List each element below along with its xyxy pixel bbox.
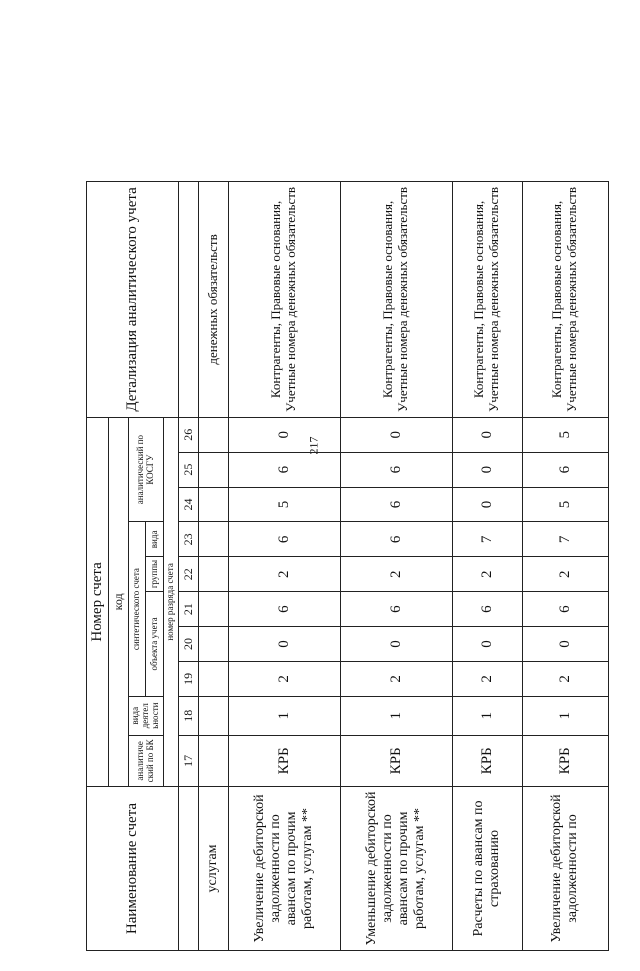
row-value: 2 bbox=[452, 661, 522, 696]
row-value: 1 bbox=[452, 696, 522, 735]
row-value: 2 bbox=[522, 557, 608, 592]
row-value: 2 bbox=[340, 661, 452, 696]
row-value: КРБ bbox=[340, 735, 452, 786]
row-value: КРБ bbox=[228, 735, 340, 786]
row-value: 0 bbox=[452, 417, 522, 452]
row-value: 0 bbox=[228, 417, 340, 452]
header-row-1 bbox=[87, 182, 109, 951]
row-value: 0 bbox=[340, 417, 452, 452]
row-value: 7 bbox=[452, 522, 522, 557]
row-value: 0 bbox=[452, 487, 522, 522]
row-value: 2 bbox=[228, 557, 340, 592]
row-value: 2 bbox=[228, 661, 340, 696]
continuation-name: услугам bbox=[198, 786, 228, 950]
row-value: 2 bbox=[340, 557, 452, 592]
row-value: 1 bbox=[340, 696, 452, 735]
row-value: 6 bbox=[340, 452, 452, 487]
row-value: 1 bbox=[228, 696, 340, 735]
header-analytic-bk: аналитиче ский по БК bbox=[129, 735, 164, 786]
header-kind: вида bbox=[146, 522, 163, 557]
header-account-number: Номер счета bbox=[87, 417, 109, 786]
digit-cell: 19 bbox=[178, 661, 198, 696]
header-detail: Детализация аналитического учета bbox=[87, 182, 179, 418]
header-digit-number: номер разряда счета bbox=[163, 417, 178, 786]
row-value: 6 bbox=[522, 452, 608, 487]
digit-cell: 22 bbox=[178, 557, 198, 592]
row-value: 5 bbox=[522, 417, 608, 452]
header-object: объекта учета bbox=[146, 592, 163, 697]
row-value: КРБ bbox=[452, 735, 522, 786]
digit-cell: 21 bbox=[178, 592, 198, 627]
header-group: группы bbox=[146, 557, 163, 592]
row-value: 6 bbox=[452, 592, 522, 627]
digit-cell: 17 bbox=[178, 735, 198, 786]
rotated-sheet bbox=[70, 66, 640, 971]
row-value: 2 bbox=[452, 557, 522, 592]
table-row bbox=[522, 182, 608, 951]
row-value: 0 bbox=[452, 452, 522, 487]
digits-empty-name bbox=[178, 786, 198, 950]
row-name: Расчеты по авансам по страхованию bbox=[452, 786, 522, 950]
table-row bbox=[340, 182, 452, 951]
row-detail: Контрагенты, Правовые основания, Учетные номера денежных обязательств bbox=[452, 182, 522, 418]
digit-cell: 25 bbox=[178, 452, 198, 487]
row-value: 0 bbox=[522, 627, 608, 662]
row-value: 2 bbox=[522, 661, 608, 696]
header-code: код bbox=[109, 417, 129, 786]
digits-empty-detail bbox=[178, 182, 198, 418]
row-value: 0 bbox=[228, 627, 340, 662]
row-detail: Контрагенты, Правовые основания, Учетные номера денежных обязательств bbox=[340, 182, 452, 418]
row-value: 0 bbox=[340, 627, 452, 662]
digit-cell: 24 bbox=[178, 487, 198, 522]
row-name: Увеличение дебиторской задолженности по авансам по прочим работам, услугам ** bbox=[228, 786, 340, 950]
digit-cell: 18 bbox=[178, 696, 198, 735]
digits-row bbox=[178, 182, 198, 951]
continuation-detail: денежных обязательств bbox=[198, 182, 228, 418]
row-value: 5 bbox=[228, 487, 340, 522]
digit-cell: 20 bbox=[178, 627, 198, 662]
row-value: 6 bbox=[340, 592, 452, 627]
row-value: 6 bbox=[340, 487, 452, 522]
header-synthetic: синтетического счета bbox=[129, 522, 146, 696]
row-name: Увеличение дебиторской задолженности по bbox=[522, 786, 608, 950]
row-value: КРБ bbox=[522, 735, 608, 786]
row-value: 6 bbox=[522, 592, 608, 627]
continuation-row bbox=[198, 182, 228, 951]
row-value: 0 bbox=[452, 627, 522, 662]
digit-cell: 23 bbox=[178, 522, 198, 557]
row-value: 1 bbox=[522, 696, 608, 735]
header-name: Наименование счета bbox=[87, 786, 179, 950]
row-value: 7 bbox=[522, 522, 608, 557]
header-activity-type: вида деятел ьности bbox=[129, 696, 164, 735]
row-detail: Контрагенты, Правовые основания, Учетные номера денежных обязательств bbox=[522, 182, 608, 418]
header-analytic-kosgu: аналитический по КОСГУ bbox=[129, 417, 164, 522]
digit-cell: 26 bbox=[178, 417, 198, 452]
row-value: 6 bbox=[228, 592, 340, 627]
row-value: 6 bbox=[228, 452, 340, 487]
table-row bbox=[452, 182, 522, 951]
row-value: 6 bbox=[228, 522, 340, 557]
accounts-table bbox=[86, 181, 609, 951]
page-number: 217 bbox=[306, 436, 321, 454]
table-row bbox=[228, 182, 340, 951]
row-value: 6 bbox=[340, 522, 452, 557]
row-name: Уменьшение дебиторской задолженности по авансам по прочим работам, услугам ** bbox=[340, 786, 452, 950]
row-value: 5 bbox=[522, 487, 608, 522]
row-detail: Контрагенты, Правовые основания, Учетные номера денежных обязательств bbox=[228, 182, 340, 418]
